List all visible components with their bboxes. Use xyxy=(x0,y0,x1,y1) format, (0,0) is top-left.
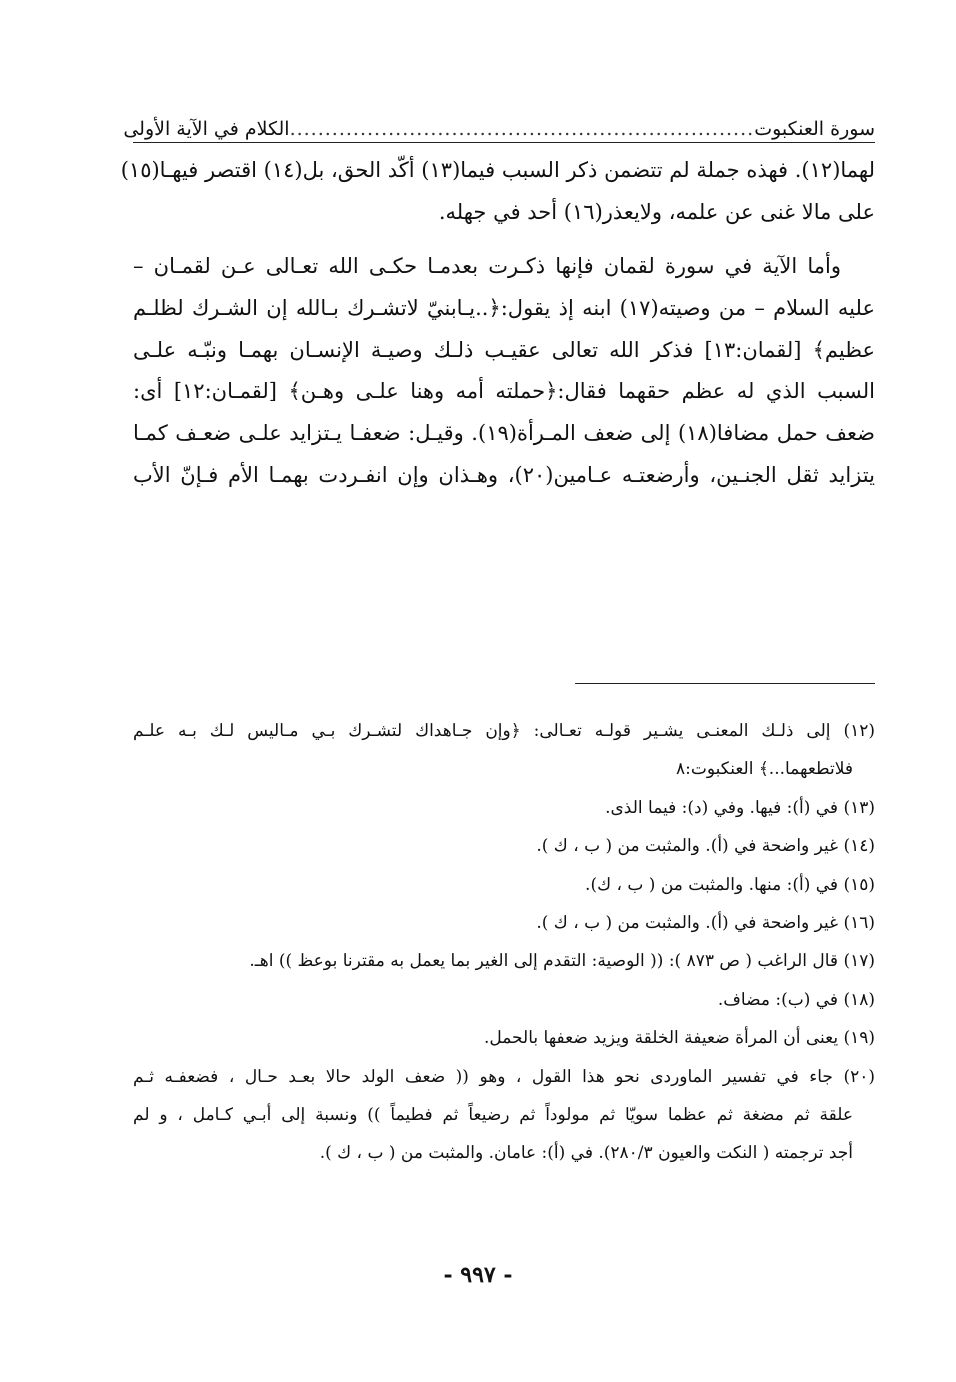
footnote-line: (١٩) يعنى أن المرأة ضعيفة الخلقة ويزيد ضعفها بالحمل. xyxy=(483,1028,875,1049)
paragraph-gap xyxy=(133,233,875,246)
body-line: السبب الذي له عظم حقهما فقال:﴿حملته أمه وهنا علـى وهـن﴾ [لقمـان:١٢] أى: xyxy=(133,379,875,404)
footnote-line: (١٣) في (أ): فيها. وفي (د): فيما الذى. xyxy=(605,797,875,818)
body-line: لهما(١٢). فهذه جملة لم تتضمن ذكر السبب فيما(١٣) أكّد الحق، بل(١٤) اقتصر فيهـا(١٥) xyxy=(120,158,875,182)
footnote-line: (١٢) إلى ذلـك المعنـى يشـير قولـه تعـالى: ﴿وإن جـاهداك لتشـرك بـي مـاليس لـك بـه علـم xyxy=(133,721,875,741)
body-line: يتزايد ثقل الجنـين، وأرضعتـه عـامين(٢٠)، وهـذان وإن انفـردت بهمـا الأم فـإنّ الأب xyxy=(133,462,875,487)
footnote-line: (١٦) غير واضحة في (أ). والمثبت من ( ب ، ك ). xyxy=(536,912,875,933)
body-line: وأما الآية في سورة لقمان فإنها ذكـرت بعدمـا حكـى الله تعـالى عـن لقمـان – xyxy=(133,254,841,279)
body-line: على مالا غنى عن علمه، ولايعذر(١٦) أحد في جهله. xyxy=(438,199,875,224)
footnotes xyxy=(133,712,875,1173)
main-text xyxy=(120,150,875,497)
footnote-line: (٢٠) جاء في تفسير الماوردى نحو هذا القول ، وهو (( ضعف الولد حالا بعـد حـال ، فضعفـه ثـم xyxy=(133,1066,875,1087)
footnote-line: فلاتطعهما...﴾ العنكبوت:٨ xyxy=(676,759,853,780)
footnote-separator xyxy=(575,683,875,684)
page-number: - ٩٩٧ - xyxy=(443,1262,513,1288)
header-surah-title: سورة العنكبوت xyxy=(754,118,875,140)
footnote-line: (١٥) في (أ): منها. والمثبت من ( ب ، ك). xyxy=(585,874,875,895)
footnote-line: (١٧) قال الراغب ( ص ٨٧٣ ): (( الوصية: التقدم إلى الغير بما يعمل به مقترنا بوعظ )) اهـ. xyxy=(249,951,875,972)
body-line: ضعف حمل مضافا(١٨) إلى ضعف المـرأة(١٩). وقيـل: ضعفـا يـتزايد علـى ضعـف كمـا xyxy=(133,421,875,446)
footnote-line: علقة ثم مضغة ثم عظما سويّا ثم مولوداً ثم رضيعاً ثم فطيماً )) ونسبة إلى أبـي كـامل ، و لم xyxy=(133,1104,853,1125)
header-dot-leader: .................................................................. xyxy=(289,118,755,140)
footnote-line: (١٨) في (ب): مضاف. xyxy=(717,989,875,1010)
footnote-line: أجد ترجمته ( النكت والعيون ٢٨٠/٣). في (أ): عامان. والمثبت من ( ب ، ك ). xyxy=(319,1143,853,1164)
running-header xyxy=(123,108,875,143)
body-line: عليه السلام – من وصيته(١٧) ابنه إذ يقول:﴿..يـابنيّ لاتشـرك بـالله إن الشـرك لظلـم xyxy=(133,296,875,321)
footnote-line: (١٤) غير واضحة في (أ). والمثبت من ( ب ، ك ). xyxy=(536,836,875,857)
body-line: عظيم﴾ [لقمان:١٣] فذكر الله تعالى عقيـب ذلـك وصيـة الإنسـان بهمـا ونبّـه علـى xyxy=(133,337,875,362)
header-section-title: الكلام في الآية الأولى xyxy=(123,118,290,140)
